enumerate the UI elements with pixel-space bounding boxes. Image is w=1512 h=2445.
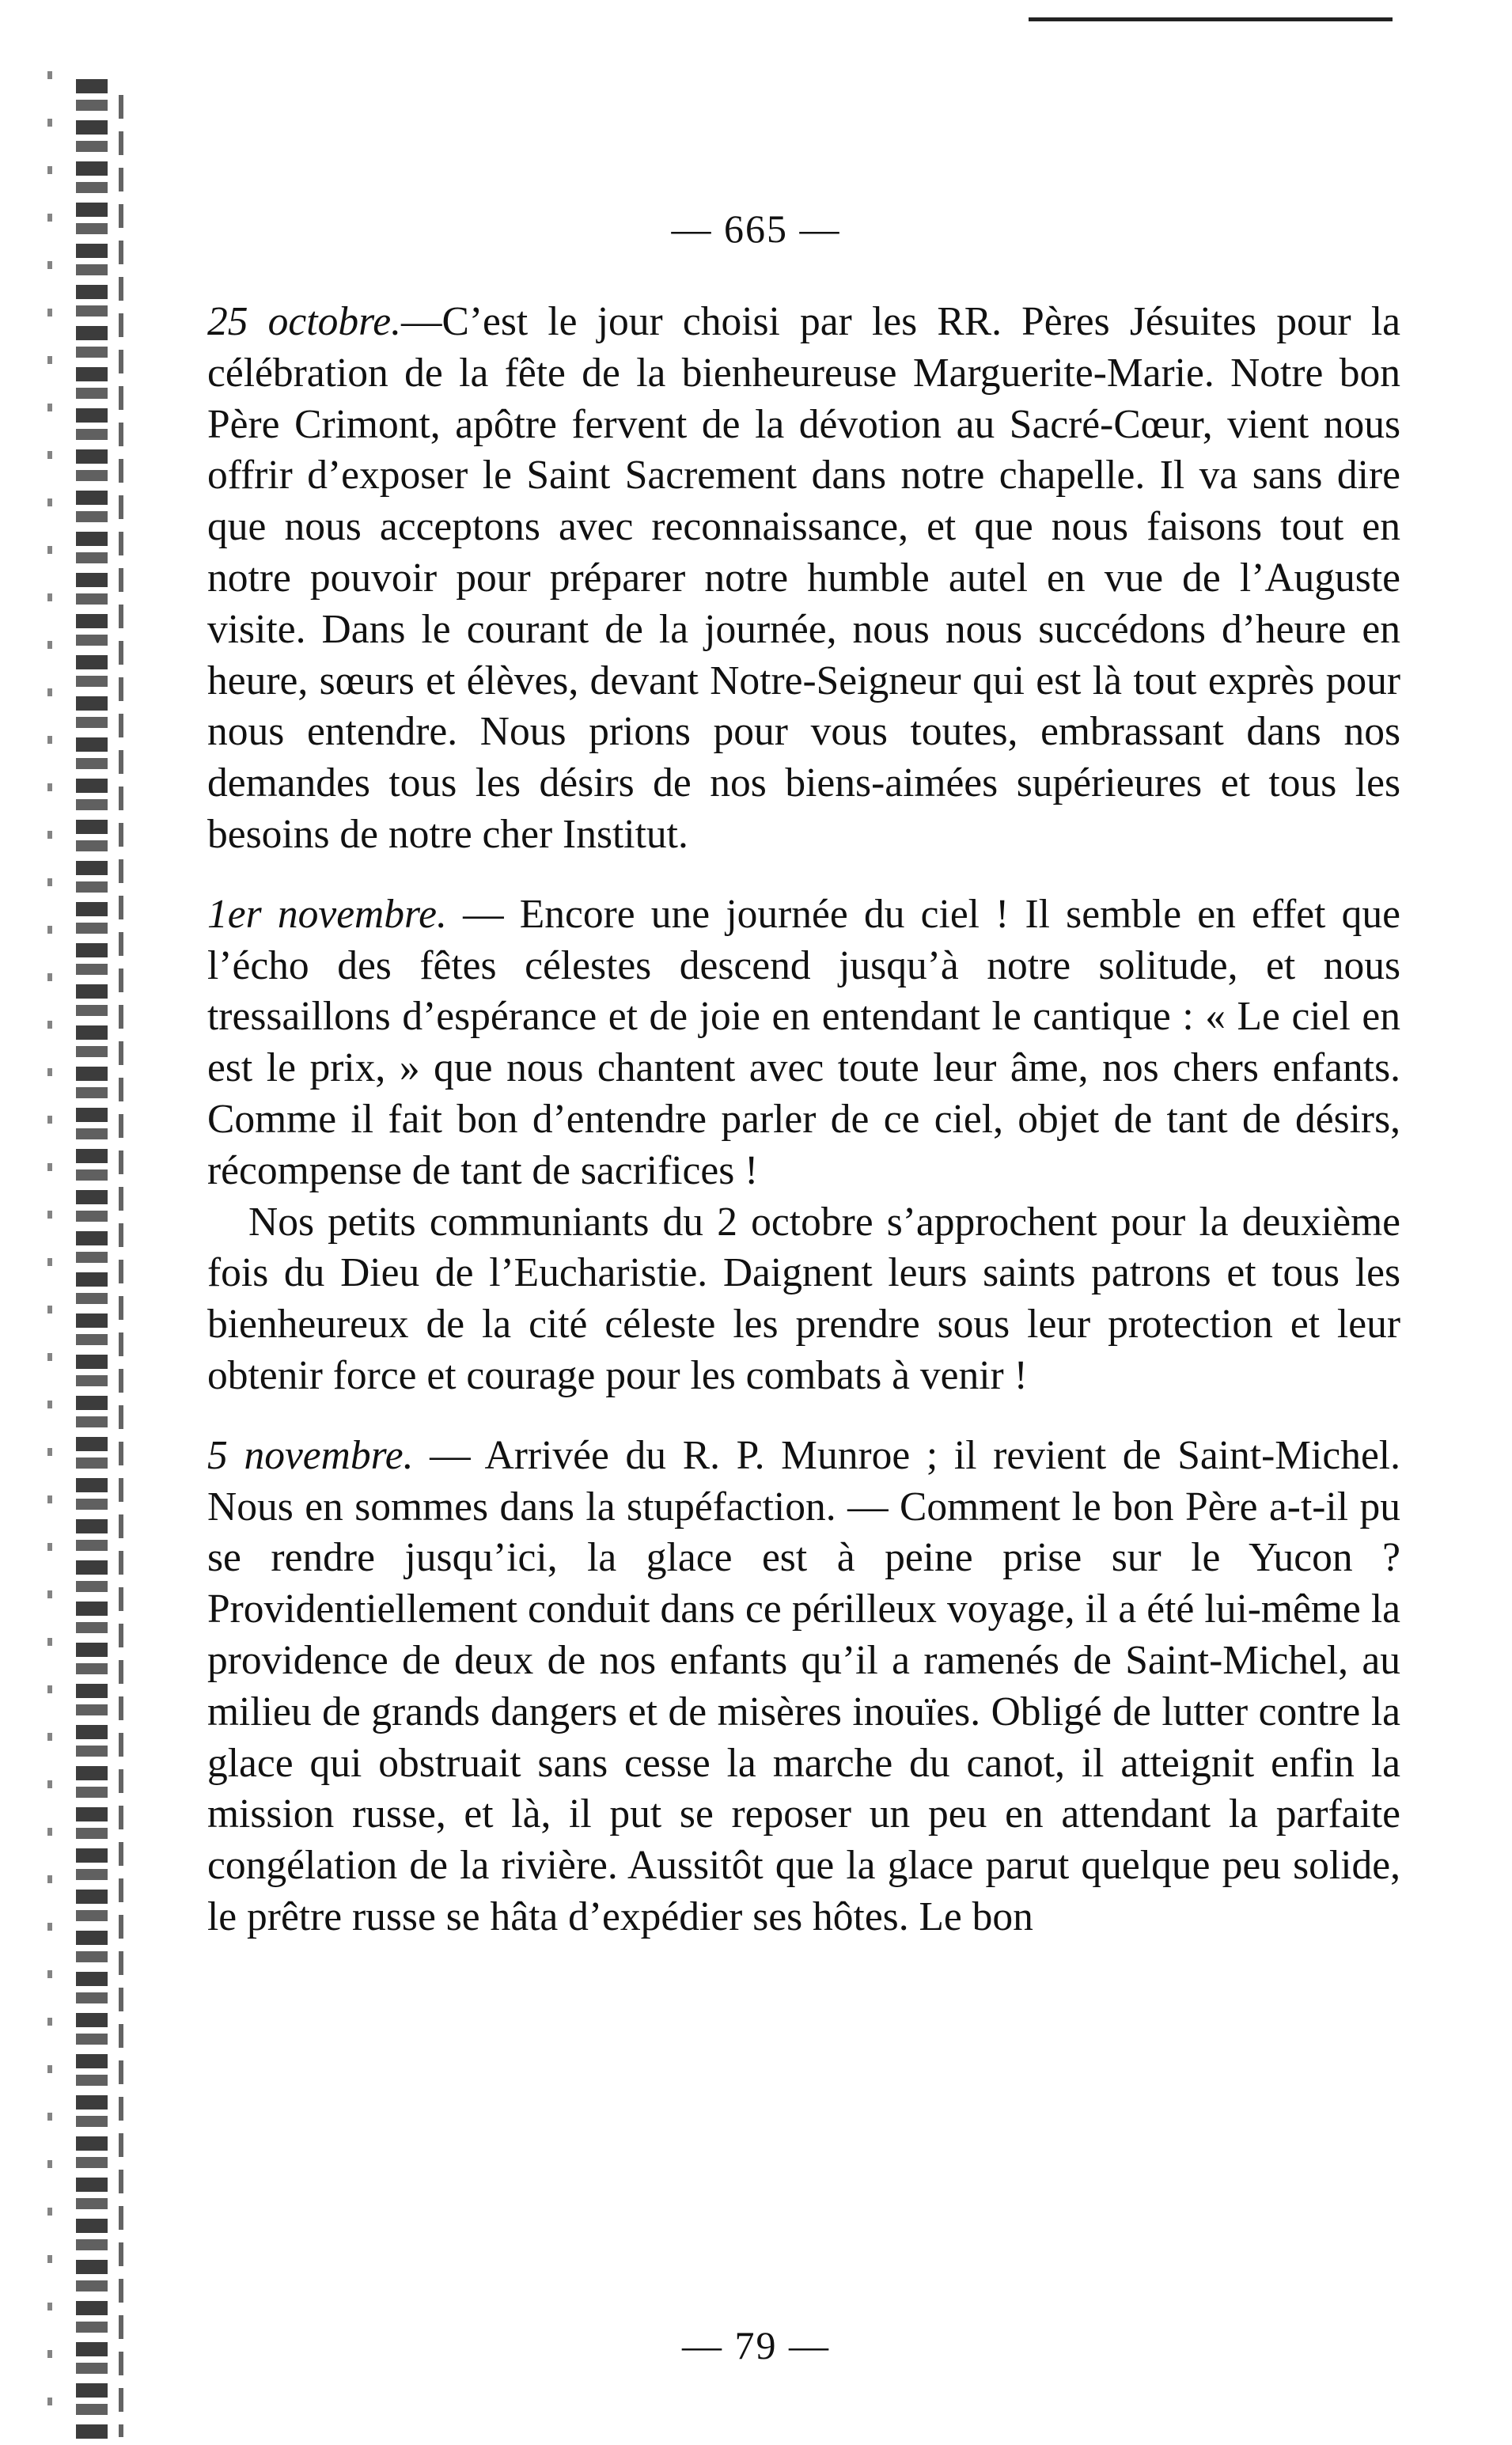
paragraph-text: — Arrivée du R. P. Munroe ; il revient de Saint-Michel. Nous en sommes dans la stupéfaction. — Comment le bon Père a-t-il pu se rendre jusqu’ici, la glace est à peine prise sur le Yucon ? Providentiellement conduit dans ce périlleux voyage, il a été lui-même la providence de deux de nos enfants qu’il a ramenés de Saint-Michel, au milieu de grands dangers et de misères inouïes. Obligé de lutter contre la glace qui obstruait sans cesse la marche du canot, il atteignit enfin la mission russe, et là, il put se reposer un peu en attendant la parfaite congélation de la rivière. Aussitôt que la glace parut quelque peu solide, le prêtre russe se hâta d’expédier ses hôtes. Le bon bbox=[207, 1432, 1400, 1939]
paragraph-text: —C’est le jour choisi par les RR. Pères Jésuites pour la célébration de la fête de la bienheureuse Marguerite-Marie. Notre bon Père Crimont, apôtre fervent de la dévotion au Sacré-Cœur, vient nous offrir d’exposer le Saint Sacrement dans notre chapelle. Il va sans dire que nous acceptons avec reconnaissance, et que nous faisons tout en notre pouvoir pour préparer notre humble autel en vue de l’Auguste visite. Dans le courant de la journée, nous nous succédons d’heure en heure, sœurs et élèves, devant Notre-Seigneur qui est là tout exprès pour nous entendre. Nous prions pour vous toutes, embrassant dans nos demandes tous les désirs de nos biens-aimées supérieures et tous les besoins de notre cher Institut. bbox=[207, 299, 1401, 857]
binding-edge-outer bbox=[47, 71, 52, 2429]
paragraph-text: Nos petits communiants du 2 octobre s’approchent pour la deuxième fois du Dieu de l’Eucharistie. Daignent leurs saints patrons et tous les bienheureux de la cité céleste les prendre sous leur protection et leur obtenir force et courage pour les combats à venir ! bbox=[207, 1199, 1400, 1398]
page-number-header: — 665 — bbox=[671, 207, 841, 251]
top-rule bbox=[1029, 17, 1393, 21]
page-number-footer: — 79 — bbox=[682, 2323, 830, 2367]
date-label: 25 octobre. bbox=[207, 299, 401, 344]
date-label: 5 novembre. bbox=[207, 1432, 414, 1478]
binding-edge bbox=[76, 79, 108, 2445]
paragraph-communiants bbox=[207, 1197, 1400, 1402]
body-text bbox=[207, 297, 1400, 1943]
paragraph-25-octobre bbox=[207, 297, 1400, 861]
date-label: 1er novembre. bbox=[207, 891, 447, 937]
paragraph-5-novembre bbox=[207, 1431, 1400, 1943]
paragraph-text: — Encore une journée du ciel ! Il semble en effet que l’écho des fêtes célestes descend jusqu’à notre solitude, et nous tressaillons d’espérance et de joie en entendant le cantique : « Le ciel en est le prix, » que nous chantent avec toute leur âme, nos chers enfants. Comme il fait bon d’entendre parler de ce ciel, objet de tant de désirs, récompense de tant de sacrifices ! bbox=[207, 891, 1400, 1193]
binding-edge-inner bbox=[119, 95, 123, 2437]
paragraph-1er-novembre bbox=[207, 889, 1400, 1197]
